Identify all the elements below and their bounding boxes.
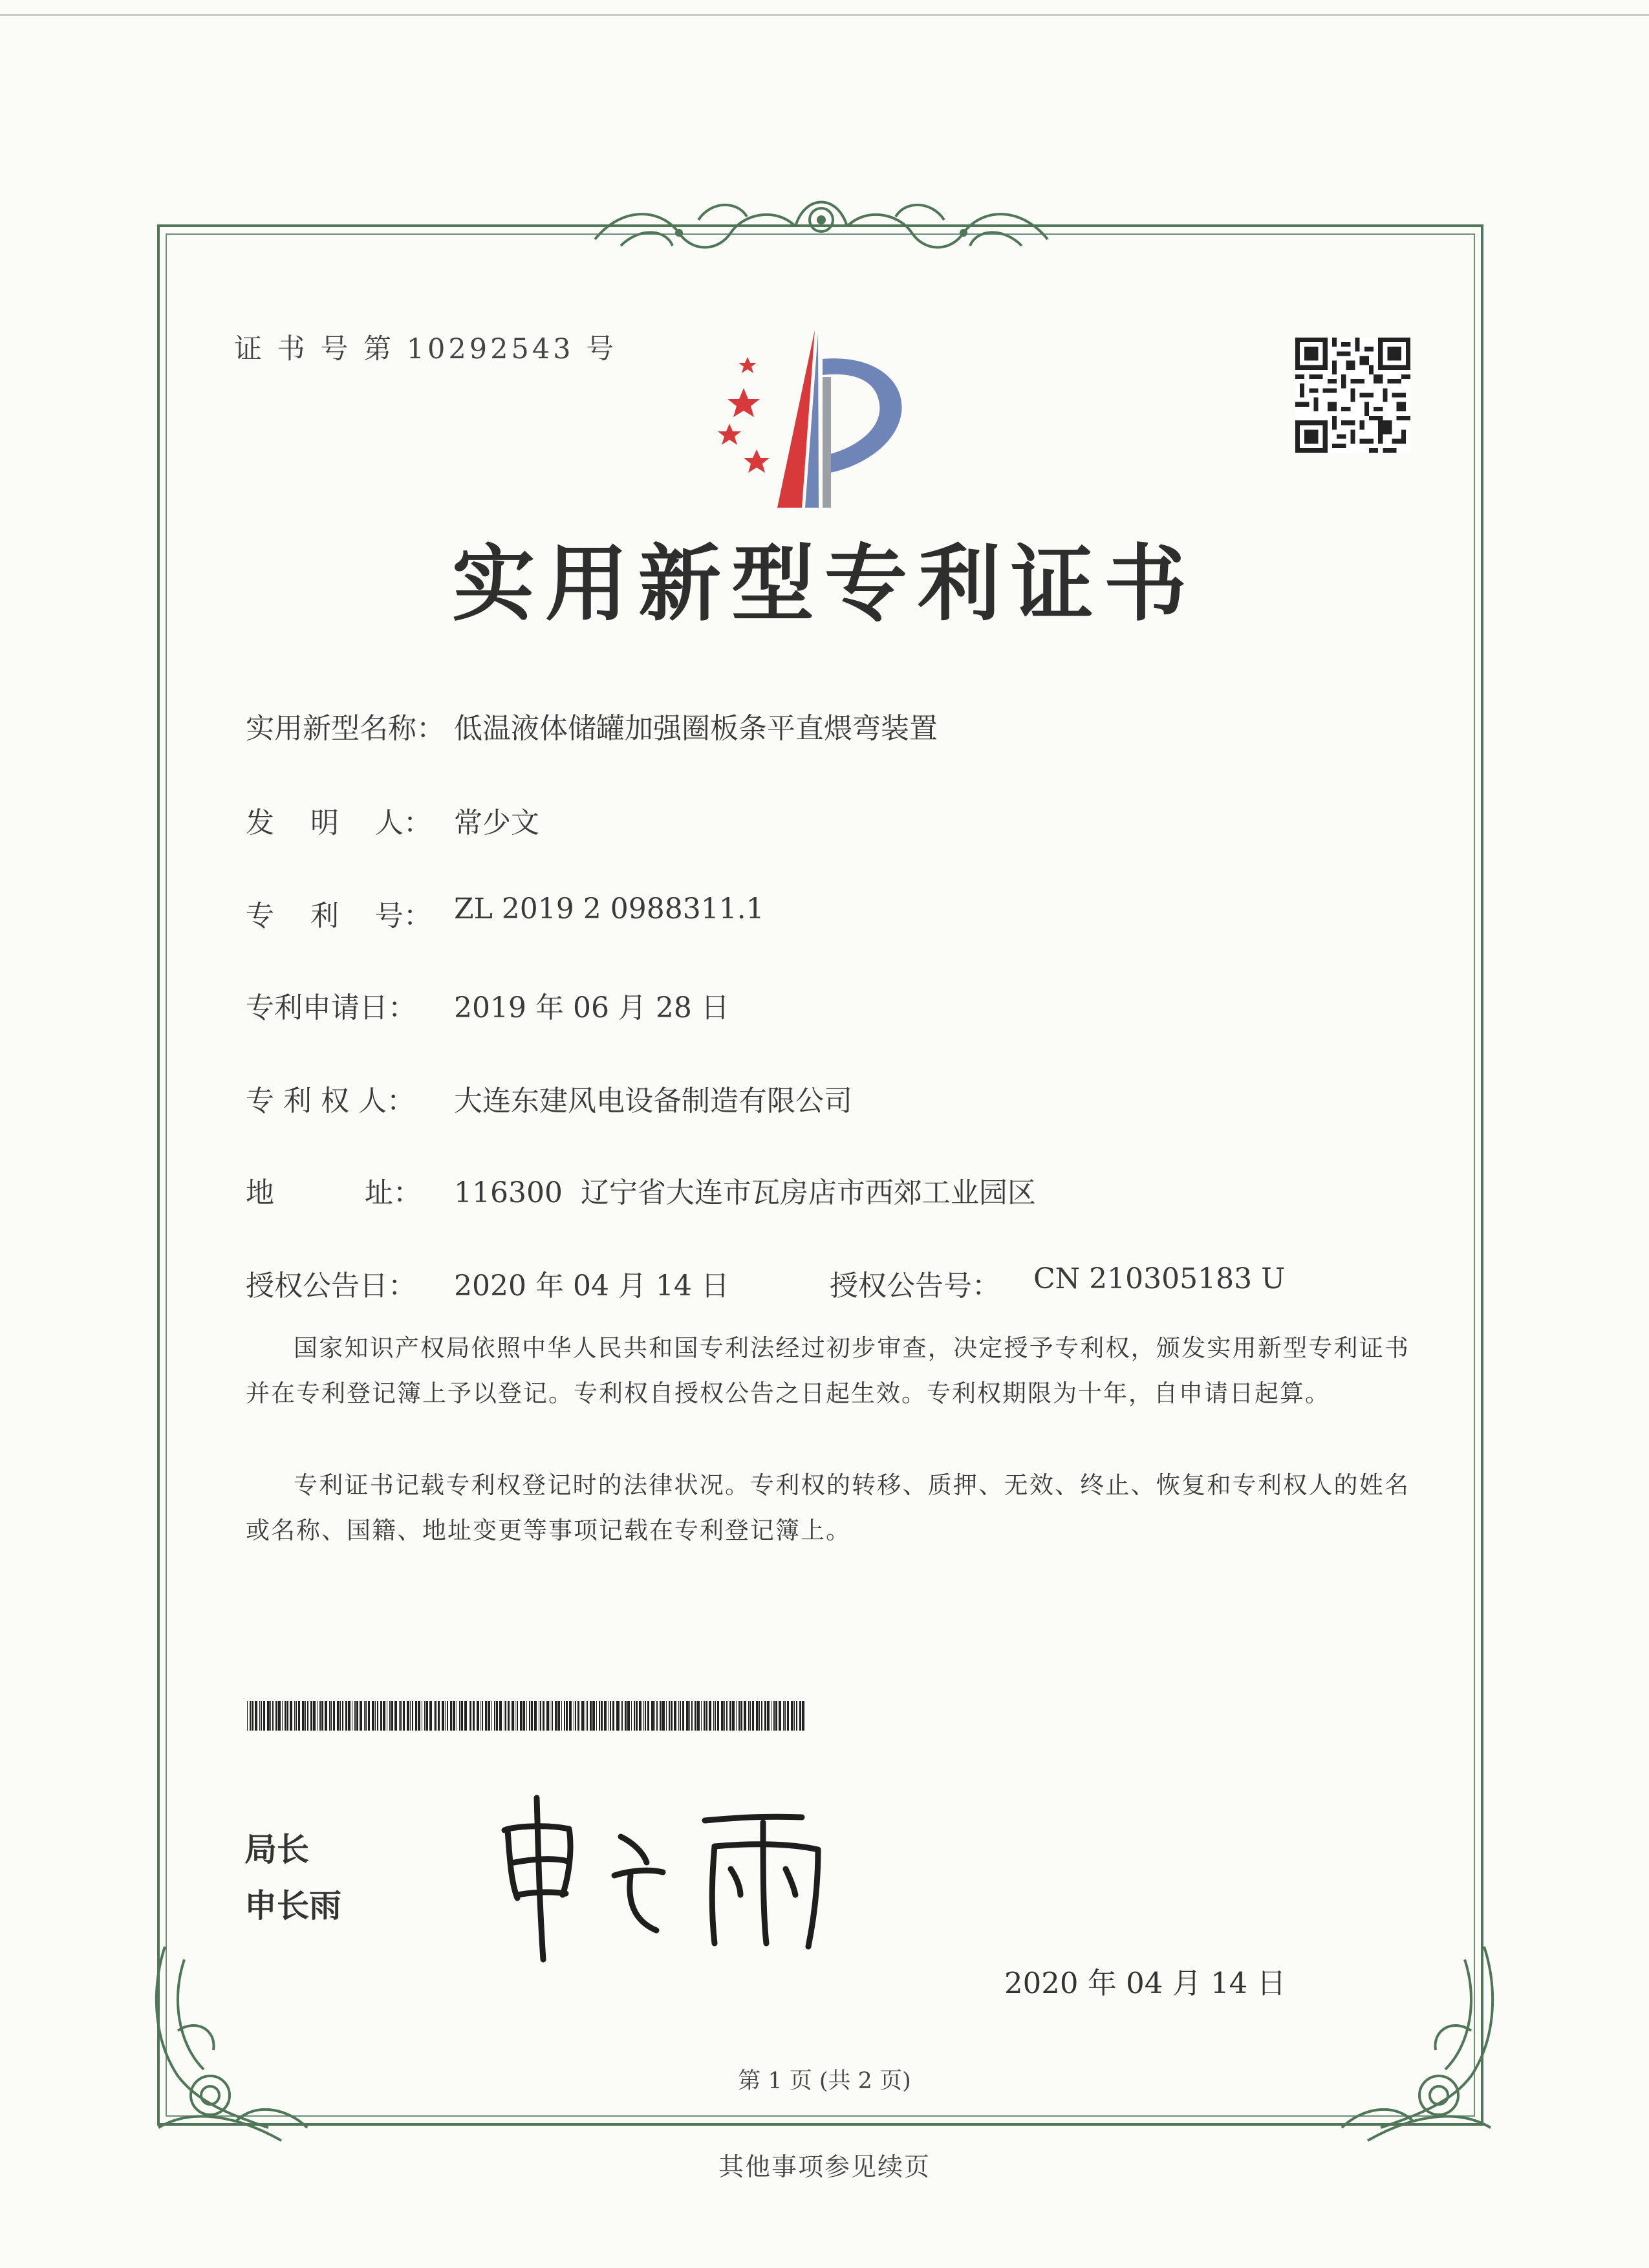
- barcode-bar: [399, 1701, 400, 1731]
- barcode-bar: [400, 1701, 402, 1731]
- barcode-bar: [429, 1701, 432, 1731]
- barcode-bar: [660, 1701, 662, 1731]
- footer-note: 其他事项参见续页: [718, 2153, 931, 2182]
- barcode-bar: [282, 1701, 283, 1731]
- barcode-bar: [482, 1701, 483, 1731]
- barcode-bar: [671, 1701, 673, 1731]
- barcode-bar: [752, 1701, 754, 1731]
- barcode-bar: [424, 1701, 426, 1731]
- barcode-bar: [250, 1701, 251, 1731]
- address-value: 116300 辽宁省大连市瓦房店市西郊工业园区: [454, 1176, 1036, 1209]
- barcode-bar: [599, 1701, 600, 1731]
- barcode-bar: [787, 1701, 789, 1731]
- utility-model-name-label: 实用新型名称：: [246, 712, 445, 745]
- barcode-bar: [612, 1701, 614, 1731]
- barcode-bar: [394, 1701, 397, 1731]
- barcode-bar: [621, 1701, 623, 1731]
- barcode-bar: [799, 1701, 801, 1731]
- barcode-bar: [701, 1701, 702, 1731]
- barcode-bar: [290, 1701, 292, 1731]
- barcode-bar: [736, 1701, 737, 1731]
- barcode-bar: [410, 1701, 411, 1731]
- barcode-bar: [654, 1701, 655, 1731]
- barcode-bar: [459, 1701, 460, 1731]
- barcode-bar: [566, 1701, 568, 1731]
- barcode-bar: [435, 1701, 436, 1731]
- barcode-bar: [494, 1701, 495, 1731]
- barcode-bar: [313, 1701, 316, 1731]
- barcode-bar: [499, 1701, 502, 1731]
- barcode-bar: [647, 1701, 649, 1731]
- barcode-bar: [761, 1701, 762, 1731]
- barcode-bar: [365, 1701, 367, 1731]
- barcode-bar: [302, 1701, 305, 1731]
- barcode-bar: [438, 1701, 440, 1731]
- barcode-bar: [364, 1701, 365, 1731]
- filing-date-value: 2019 年 06 月 28 日: [454, 991, 729, 1024]
- barcode-bar: [738, 1701, 740, 1731]
- barcode-bar: [496, 1701, 498, 1731]
- barcode-bar: [557, 1701, 560, 1731]
- barcode-bar: [784, 1701, 786, 1731]
- barcode-bar: [377, 1701, 378, 1731]
- address-label: 地 址：: [246, 1176, 422, 1209]
- barcode-bar: [767, 1701, 770, 1731]
- barcode-bar: [732, 1701, 735, 1731]
- barcode-bar: [333, 1701, 335, 1731]
- barcode-bar: [592, 1701, 595, 1731]
- barcode-bar: [791, 1701, 793, 1731]
- grant-number-value: CN 210305183 U: [1033, 1262, 1286, 1295]
- barcode-bar: [717, 1701, 719, 1731]
- patent-number-label: 专 利 号：: [246, 900, 432, 933]
- barcode-bar: [461, 1701, 463, 1731]
- patentee-value: 大连东建风电设备制造有限公司: [454, 1085, 852, 1118]
- barcode-bar: [587, 1701, 588, 1731]
- barcode-bar: [704, 1701, 705, 1731]
- handwritten-signature: [491, 1791, 841, 1966]
- corner-ornament-right-icon: [1303, 1934, 1510, 2147]
- grant-date-value: 2020 年 04 月 14 日: [454, 1269, 729, 1302]
- barcode-bar: [783, 1701, 784, 1731]
- barcode-bar: [569, 1701, 572, 1731]
- barcode-bar: [319, 1701, 321, 1731]
- barcode-bar: [488, 1701, 490, 1731]
- inventor-label: 发 明 人：: [246, 806, 432, 839]
- barcode-bar: [485, 1701, 487, 1731]
- barcode-bar: [756, 1701, 759, 1731]
- barcode-bar: [748, 1701, 749, 1731]
- barcode-bar: [407, 1701, 409, 1731]
- body-paragraph-1: 国家知识产权局依照中华人民共和国专利法经过初步审查，决定授予专利权，颁发实用新型专利证书并在专利登记簿上予以登记。专利权自授权公告之日起生效。专利权期限为十年，自申请日起算。: [246, 1334, 1410, 1407]
- barcode-bar: [523, 1701, 525, 1731]
- signature-date: 2020 年 04 月 14 日: [1004, 1966, 1286, 2000]
- barcode-bar: [337, 1701, 339, 1731]
- barcode-bar: [261, 1701, 262, 1731]
- barcode-bar: [540, 1701, 541, 1731]
- barcode-bar: [508, 1701, 510, 1731]
- barcode-bar: [255, 1701, 257, 1731]
- barcode-bar: [561, 1701, 562, 1731]
- barcode-bar: [529, 1701, 530, 1731]
- barcode-bar: [294, 1701, 295, 1731]
- director-name: 申长雨: [244, 1887, 341, 1925]
- barcode-bar: [512, 1701, 514, 1731]
- barcode-bar: [773, 1701, 775, 1731]
- top-rule: [0, 14, 1649, 16]
- barcode-bar: [674, 1701, 676, 1731]
- barcode-bar: [669, 1701, 670, 1731]
- barcode-bar: [543, 1701, 544, 1731]
- barcode-bar: [375, 1701, 376, 1731]
- barcode-bar: [709, 1701, 711, 1731]
- barcode-bar: [286, 1701, 288, 1731]
- barcode-bar: [575, 1701, 576, 1731]
- barcode-bar: [267, 1701, 270, 1731]
- barcode-bar: [464, 1701, 467, 1731]
- barcode-bar: [759, 1701, 760, 1731]
- barcode-bar: [372, 1701, 374, 1731]
- barcode-bar: [682, 1701, 684, 1731]
- barcode-bar: [354, 1701, 356, 1731]
- barcode-bar: [391, 1701, 393, 1731]
- barcode-bar: [520, 1701, 522, 1731]
- barcode-bar: [639, 1701, 641, 1731]
- barcode-bar: [662, 1701, 665, 1731]
- barcode-bar: [577, 1701, 579, 1731]
- barcode-bar: [307, 1701, 308, 1731]
- barcode-bar: [325, 1701, 327, 1731]
- barcode-bar: [445, 1701, 446, 1731]
- barcode-bar: [691, 1701, 693, 1731]
- certificate-title: 实用新型专利证书: [451, 535, 1197, 632]
- corner-ornament-left-icon: [139, 1934, 346, 2147]
- barcode-bar: [473, 1701, 475, 1731]
- barcode-bar: [263, 1701, 265, 1731]
- top-ornament-icon: [582, 181, 1061, 272]
- barcode-bar: [794, 1701, 795, 1731]
- grant-date-label: 授权公告日：: [246, 1269, 416, 1302]
- barcode-bar: [275, 1701, 277, 1731]
- barcode-bar: [434, 1701, 435, 1731]
- barcode-bar: [491, 1701, 492, 1731]
- barcode-bar: [526, 1701, 527, 1731]
- barcode-bar: [453, 1701, 455, 1731]
- barcode-bar: [721, 1701, 724, 1731]
- barcode-bar: [383, 1701, 385, 1731]
- barcode-bar: [321, 1701, 323, 1731]
- barcode-bar: [604, 1701, 607, 1731]
- barcode-bar: [643, 1701, 644, 1731]
- barcode-bar: [517, 1701, 518, 1731]
- barcode-bar: [796, 1701, 797, 1731]
- barcode-bar: [259, 1701, 260, 1731]
- barcode-bar: [729, 1701, 731, 1731]
- barcode-bar: [726, 1701, 727, 1731]
- barcode-bar: [749, 1701, 751, 1731]
- barcode-bar: [697, 1701, 700, 1731]
- page-number: 第 1 页 (共 2 页): [738, 2068, 911, 2094]
- barcode-bar: [531, 1701, 533, 1731]
- barcode-bar: [330, 1701, 332, 1731]
- barcode-bar: [631, 1701, 632, 1731]
- barcode-bar: [581, 1701, 584, 1731]
- barcode-bar: [724, 1701, 725, 1731]
- barcode-bar: [645, 1701, 646, 1731]
- barcode-bar: [296, 1701, 297, 1731]
- barcode-bar: [368, 1701, 370, 1731]
- barcode-bar: [740, 1701, 742, 1731]
- barcode-bar: [689, 1701, 690, 1731]
- barcode-bar: [596, 1701, 597, 1731]
- barcode-bar: [680, 1701, 681, 1731]
- qr-code-icon[interactable]: [1295, 338, 1410, 453]
- barcode-bar: [270, 1701, 271, 1731]
- barcode-bar: [278, 1701, 281, 1731]
- barcode-bar: [601, 1701, 603, 1731]
- barcode-bar: [686, 1701, 689, 1731]
- barcode-bar: [779, 1701, 781, 1731]
- barcode-bar: [252, 1701, 253, 1731]
- barcode-bar: [695, 1701, 696, 1731]
- barcode-bar: [470, 1701, 471, 1731]
- barcode-bar: [247, 1701, 248, 1731]
- barcode-bar: [552, 1701, 553, 1731]
- barcode-bar: [477, 1701, 479, 1731]
- barcode-bar: [634, 1701, 635, 1731]
- barcode-bar: [590, 1701, 592, 1731]
- barcode-bar: [272, 1701, 274, 1731]
- barcode-icon: [247, 1701, 804, 1731]
- barcode-bar: [546, 1701, 549, 1731]
- barcode-bar: [534, 1701, 537, 1731]
- barcode-bar: [656, 1701, 658, 1731]
- barcode-bar: [310, 1701, 312, 1731]
- barcode-bar: [340, 1701, 341, 1731]
- filing-date-label: 专利申请日：: [246, 991, 416, 1024]
- barcode-bar: [666, 1701, 667, 1731]
- barcode-bar: [442, 1701, 444, 1731]
- certificate-number: 证 书 号 第 10292543 号: [234, 333, 618, 365]
- patent-office-emblem-icon: [705, 327, 938, 511]
- barcode-bar: [305, 1701, 306, 1731]
- barcode-bar: [317, 1701, 318, 1731]
- director-title: 局长: [244, 1831, 309, 1868]
- barcode-bar: [360, 1701, 362, 1731]
- barcode-bar: [505, 1701, 506, 1731]
- barcode-bar: [345, 1701, 347, 1731]
- barcode-bar: [616, 1701, 619, 1731]
- barcode-bar: [651, 1701, 654, 1731]
- barcode-bar: [775, 1701, 777, 1731]
- grant-number-label: 授权公告号：: [830, 1269, 1000, 1302]
- barcode-bar: [713, 1701, 714, 1731]
- barcode-bar: [426, 1701, 428, 1731]
- barcode-bar: [418, 1701, 420, 1731]
- body-paragraph-2: 专利证书记载专利权登记时的法律状况。专利权的转移、质押、无效、终止、恢复和专利权人的姓名或名称、国籍、地址变更等事项记载在专利登记簿上。: [246, 1471, 1410, 1544]
- barcode-bar: [744, 1701, 746, 1731]
- barcode-bar: [715, 1701, 716, 1731]
- patentee-label: 专 利 权 人：: [246, 1085, 415, 1118]
- barcode-bar: [356, 1701, 358, 1731]
- barcode-bar: [625, 1701, 627, 1731]
- utility-model-name-value: 低温液体储罐加强圈板条平直煨弯装置: [454, 712, 938, 745]
- barcode-bar: [802, 1701, 804, 1731]
- barcode-bar: [415, 1701, 417, 1731]
- patent-number-value: ZL 2019 2 0988311.1: [454, 892, 764, 925]
- barcode-bar: [764, 1701, 766, 1731]
- barcode-bar: [342, 1701, 343, 1731]
- barcode-bar: [678, 1701, 679, 1731]
- inventor-value: 常少文: [454, 806, 539, 839]
- barcode-bar: [627, 1701, 630, 1731]
- barcode-bar: [555, 1701, 557, 1731]
- barcode-bar: [348, 1701, 350, 1731]
- barcode-bar: [636, 1701, 638, 1731]
- barcode-bar: [380, 1701, 382, 1731]
- barcode-bar: [298, 1701, 300, 1731]
- barcode-bar: [329, 1701, 330, 1731]
- barcode-bar: [403, 1701, 405, 1731]
- barcode-bar: [285, 1701, 286, 1731]
- barcode-bar: [447, 1701, 448, 1731]
- barcode-bar: [706, 1701, 707, 1731]
- barcode-bar: [564, 1701, 565, 1731]
- barcode-bar: [389, 1701, 391, 1731]
- barcode-bar: [412, 1701, 413, 1731]
- barcode-bar: [450, 1701, 452, 1731]
- barcode-bar: [610, 1701, 611, 1731]
